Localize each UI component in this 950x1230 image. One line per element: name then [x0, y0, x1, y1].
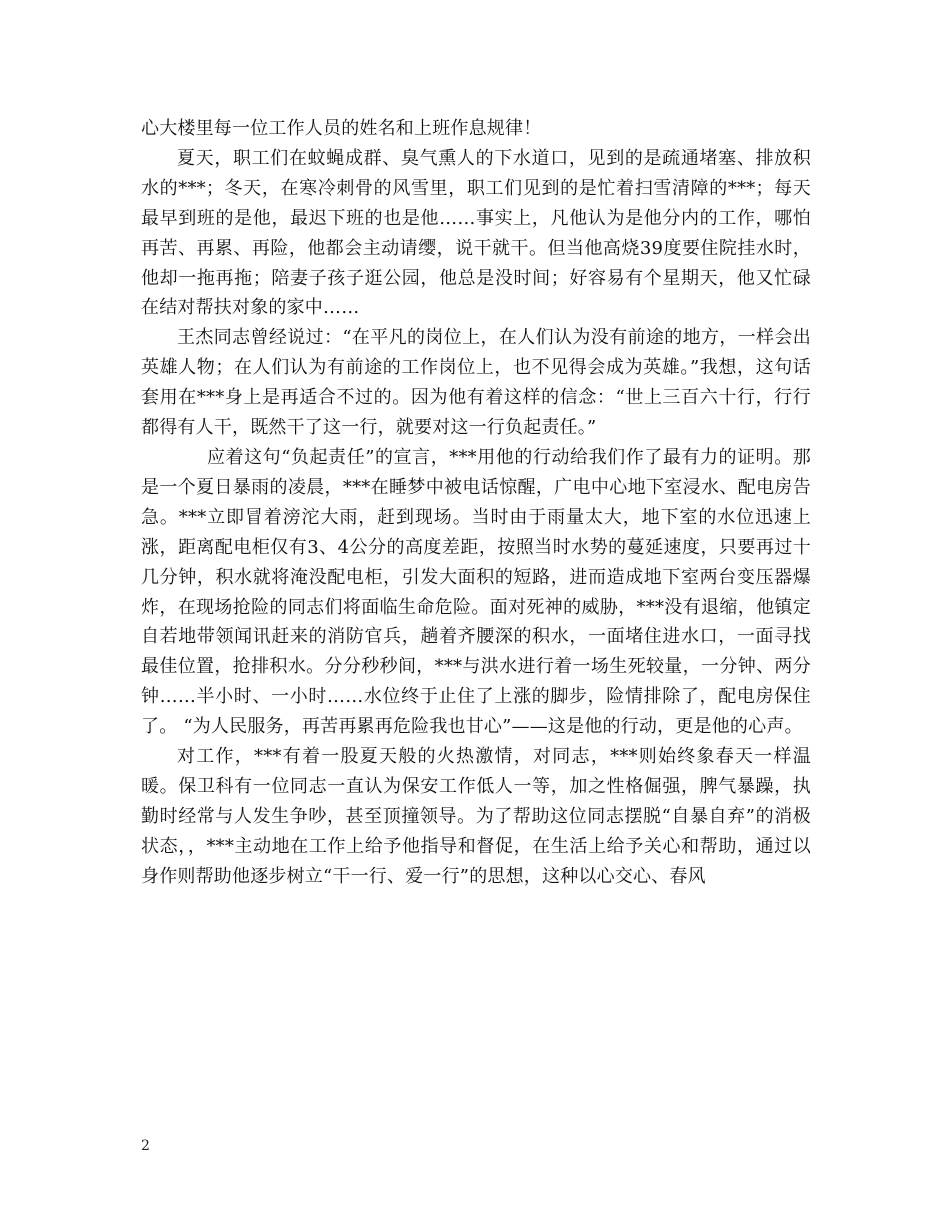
paragraph-summer-winter: 夏天，职工们在蚊蝇成群、臭气熏人的下水道口，见到的是疏通堵塞、排放积水的***；冬天，在寒冷刺骨的风雪里，职工们见到的是忙着扫雪清障的***；每天最早到班的是他，最迟下班的也是他……事实上，凡他认为是他分内的工作，哪怕再苦、再累、再险，他都会主动请缨，说干就干。但当他高烧39度要住院挂水时，他却一拖再拖；陪妻子孩子逛公园，他总是没时间；好容易有个星期天，他又忙碌在结对帮扶对象的家中……	[141, 147, 811, 319]
paragraph-flood-rescue: 应着这句“负起责任”的宣言，***用他的行动给我们作了最有力的证明。那是一个夏日暴雨的凌晨，***在睡梦中被电话惊醒，广电中心地下室浸水、配电房告急。***立即冒着滂沱大雨，赶到现场。当时由于雨量太大，地下室的水位迅速上涨，距离配电柜仅有3、4公分的高度差距，按照当时水势的蔓延速度，只要再过十几分钟，积水就将淹没配电柜，引发大面积的短路，进而造成地下室两台变压器爆炸，在现场抢险的同志们将面临生命危险。面对死神的威胁，***没有退缩，他镇定自若地带领闻讯赶来的消防官兵，趟着齐腰深的积水，一面堵住进水口，一面寻找最佳位置，抢排积水。分分秒秒间，***与洪水进行着一场生死较量，一分钟、两分钟……半小时、一小时……水位终于止住了上涨的脚步，险情排除了，配电房保住了。 “为人民服务，再苦再累再危险我也甘心”——这是他的行动，更是他的心声。	[141, 446, 811, 738]
paragraph-continuation: 心大楼里每一位工作人员的姓名和上班作息规律！	[141, 118, 542, 139]
paragraph-colleague-care: 对工作，***有着一股夏天般的火热激情，对同志，***则始终象春天一样温暖。保卫科有一位同志一直认为保安工作低人一等，加之性格倔强，脾气暴躁，执勤时经常与人发生争吵，甚至顶撞领导。为了帮助这位同志摆脱“自暴自弃”的消极状态，，***主动地在工作上给予他指导和督促，在生活上给予关心和帮助，通过以身作则帮助他逐步树立“干一行、爱一行”的思想，这种以心交心、春风	[141, 746, 811, 887]
paragraph-wangjie-quote: 王杰同志曾经说过：“在平凡的岗位上，在人们认为没有前途的地方，一样会出英雄人物；在人们认为有前途的工作岗位上，也不见得会成为英雄。”我想，这句话套用在***身上是再适合不过的。因为他有着这样的信念：“世上三百六十行，行行都得有人干，既然干了这一行，就要对这一行负起责任。”	[141, 327, 811, 439]
page-number: 2	[141, 1138, 150, 1154]
document-body	[141, 114, 811, 892]
